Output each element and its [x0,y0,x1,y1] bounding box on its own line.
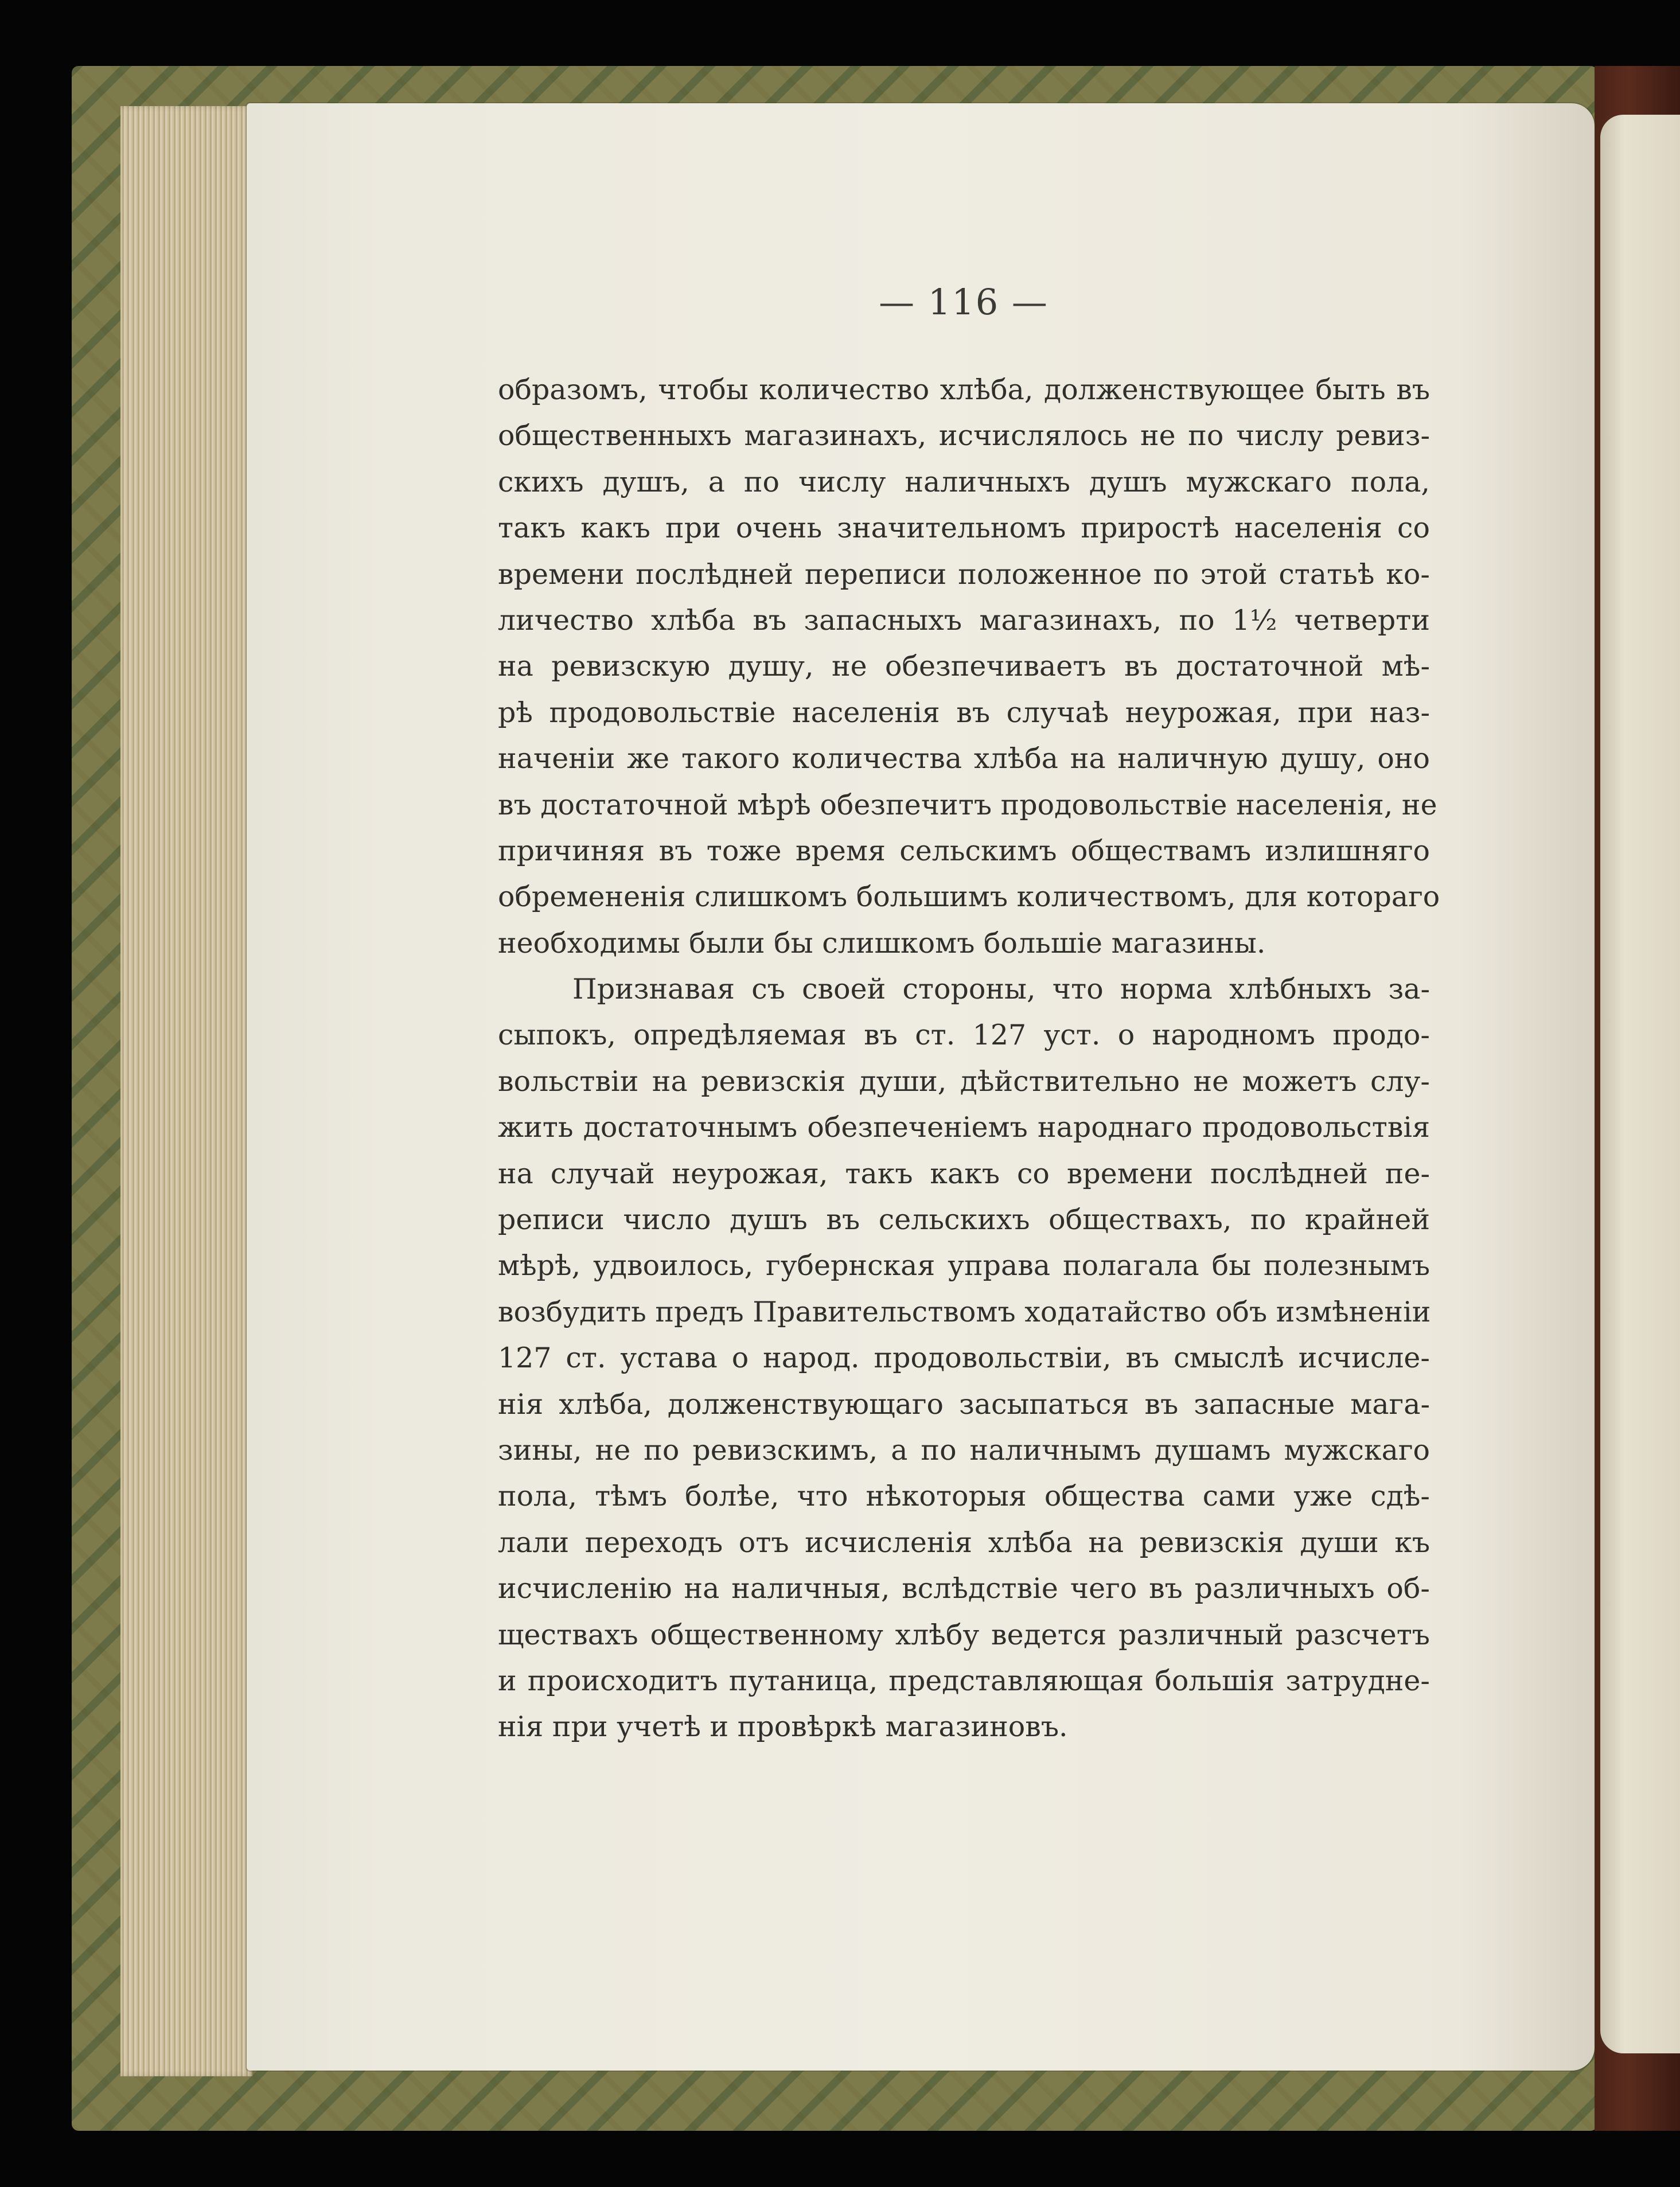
text-line: рѣ продовольствіе населенія въ случаѣ неурожая, при наз- [498,696,1430,729]
text-line: возбудить предъ Правительствомъ ходатайство объ измѣненіи [498,1295,1431,1328]
text-line: пола, тѣмъ болѣе, что нѣкоторыя общества сами уже сдѣ- [498,1480,1430,1513]
text-line: на ревизскую душу, не обезпечиваетъ въ достаточной мѣ- [498,650,1430,683]
text-line: причиняя въ тоже время сельскимъ обществамъ излишняго [498,834,1430,867]
text-line: наченіи же такого количества хлѣба на наличную душу, оно [498,742,1430,775]
text-line: реписи число душъ въ сельскихъ обществахъ, по крайней [498,1203,1430,1237]
text-line: такъ какъ при очень значительномъ приростѣ населенія со [498,512,1430,545]
text-line: въ достаточной мѣрѣ обезпечитъ продовольствіе населенія, не [498,788,1437,821]
text-line: мѣрѣ, удвоилось, губернская управа полагала бы полезнымъ [498,1249,1430,1282]
text-line: жить достаточнымъ обезпеченіемъ народнаго продовольствія [498,1111,1430,1144]
text-line: исчисленію на наличныя, вслѣдствіе чего въ различныхъ об- [498,1572,1430,1605]
text-line: общественныхъ магазинахъ, исчислялось не по числу ревиз- [498,419,1430,453]
text-line: и происходитъ путаница, представляющая большія затрудне- [498,1664,1430,1697]
text-line: времени послѣдней переписи положенное по этой статьѣ ко- [498,558,1430,591]
text-line: скихъ душъ, а по числу наличныхъ душъ мужскаго пола, [498,465,1430,498]
text-line: лали переходъ отъ исчисленія хлѣба на ревизскія души къ [498,1526,1430,1559]
page-text [498,367,1440,1751]
text-line: вольствіи на ревизскія души, дѣйствительно не можетъ слу- [498,1065,1430,1098]
text-line: нія хлѣба, долженствующаго засыпаться въ запасные мага- [498,1387,1430,1421]
text-line: Признавая съ своей стороны, что норма хлѣбныхъ за- [572,973,1430,1006]
page-block-edges [120,106,252,2076]
text-line: зины, не по ревизскимъ, а по наличнымъ душамъ мужскаго [498,1433,1430,1467]
text-line: ществахъ общественному хлѣбу ведется различный разсчетъ [498,1618,1430,1651]
text-line: образомъ, чтобы количество хлѣба, долженствующее быть въ [498,373,1430,406]
text-line: необходимы были бы слишкомъ большіе магазины. [498,926,1266,960]
text-line: на случай неурожая, такъ какъ со времени послѣдней пе- [498,1157,1430,1190]
facing-page-edge [1600,115,1680,2053]
text-line: сыпокъ, опредѣляемая въ ст. 127 уст. о народномъ продо- [498,1019,1430,1052]
text-line: нія при учетѣ и провѣркѣ магазиновъ. [498,1710,1068,1744]
text-line: личество хлѣба въ запасныхъ магазинахъ, по 1½ четверти [498,603,1430,637]
text-line: обремененія слишкомъ большимъ количествомъ, для котораго [498,880,1440,914]
page-number: — 116 — [879,281,1048,323]
text-line: 127 ст. устава о народ. продовольствіи, въ смыслѣ исчисле- [498,1342,1430,1375]
